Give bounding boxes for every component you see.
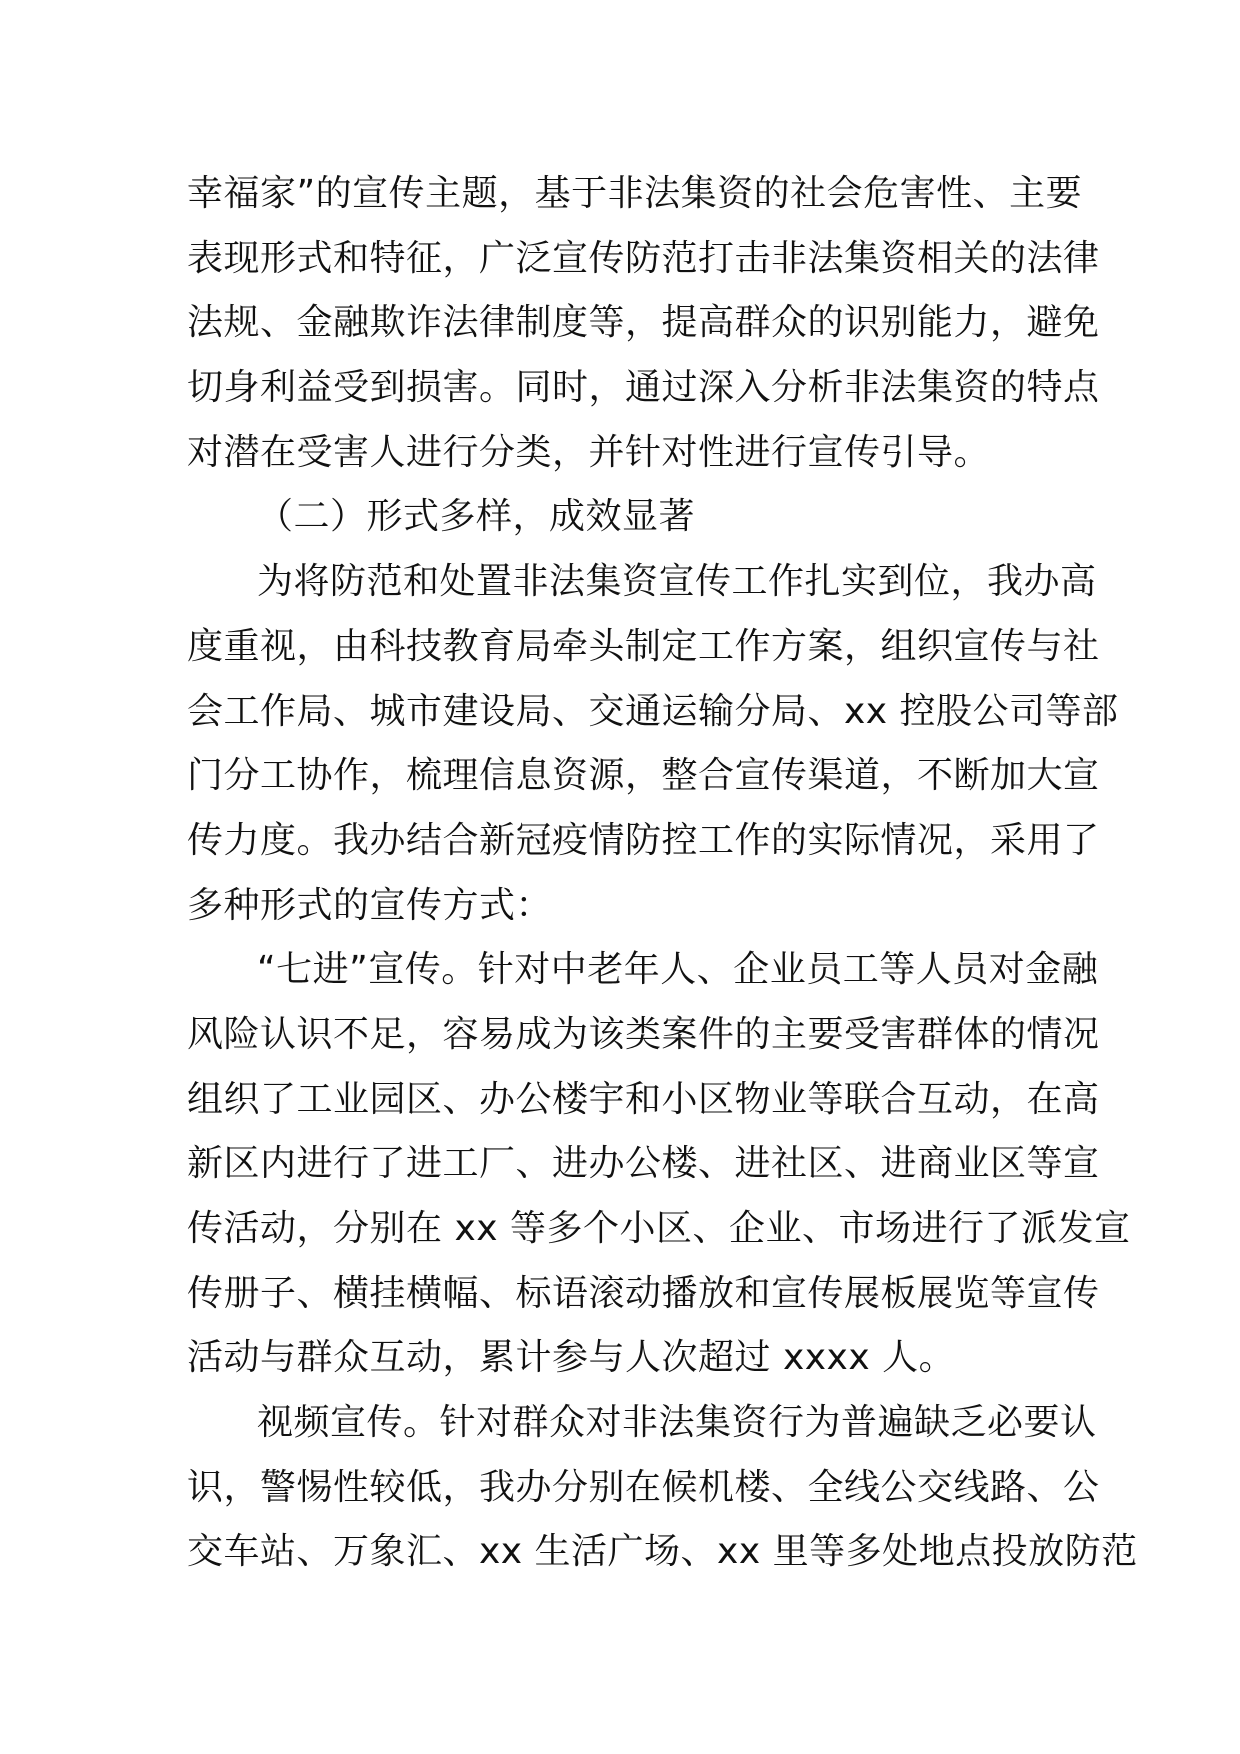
document-body bbox=[187, 162, 1138, 1585]
text-line: 幸福家”的宣传主题，基于非法集资的社会危害性、主要 bbox=[187, 173, 1083, 214]
text-line: 会工作局、城市建设局、交通运输分局、xx 控股公司等部 bbox=[187, 690, 1119, 732]
text-line: 多种形式的宣传方式： bbox=[187, 884, 553, 926]
text-line: 视频宣传。针对群众对非法集资行为普遍缺乏必要认 bbox=[257, 1402, 1097, 1444]
text-line: 活动与群众互动，累计参与人次超过 xxxx 人。 bbox=[187, 1337, 956, 1379]
text-line: 风险认识不足，容易成为该类案件的主要受害群体的情况 bbox=[187, 1013, 1100, 1055]
text-line: 传活动，分别在 xx 等多个小区、企业、市场进行了派发宣 bbox=[187, 1208, 1131, 1249]
text-line: 传册子、横挂横幅、标语滚动播放和宣传展板展览等宣传 bbox=[187, 1272, 1100, 1314]
text-line: “七进”宣传。针对中老年人、企业员工等人员对金融 bbox=[257, 949, 1099, 991]
text-line: 切身利益受到损害。同时，通过深入分析非法集资的特点 bbox=[187, 367, 1100, 409]
text-line: 度重视，由科技教育局牵头制定工作方案，组织宣传与社 bbox=[187, 625, 1100, 667]
text-line: 对潜在受害人进行分类，并针对性进行宣传引导。 bbox=[187, 431, 991, 473]
text-line: 交车站、万象汇、xx 生活广场、xx 里等多处地点投放防范 bbox=[187, 1531, 1138, 1573]
text-line: 传力度。我办结合新冠疫情防控工作的实际情况，采用了 bbox=[187, 819, 1100, 861]
text-line: 组织了工业园区、办公楼宇和小区物业等联合互动，在高 bbox=[187, 1078, 1100, 1120]
text-line: 识，警惕性较低，我办分别在候机楼、全线公交线路、公 bbox=[187, 1466, 1100, 1508]
text-line: 表现形式和特征，广泛宣传防范打击非法集资相关的法律 bbox=[187, 237, 1100, 279]
text-line: 为将防范和处置非法集资宣传工作扎实到位，我办高 bbox=[257, 561, 1097, 603]
text-line: 新区内进行了进工厂、进办公楼、进社区、进商业区等宣 bbox=[187, 1143, 1100, 1185]
text-line: 门分工协作，梳理信息资源，整合宣传渠道，不断加大宣 bbox=[187, 755, 1100, 797]
text-line: 法规、金融欺诈法律制度等，提高群众的识别能力，避免 bbox=[187, 302, 1100, 344]
section-heading: （二）形式多样，成效显著 bbox=[257, 496, 696, 538]
